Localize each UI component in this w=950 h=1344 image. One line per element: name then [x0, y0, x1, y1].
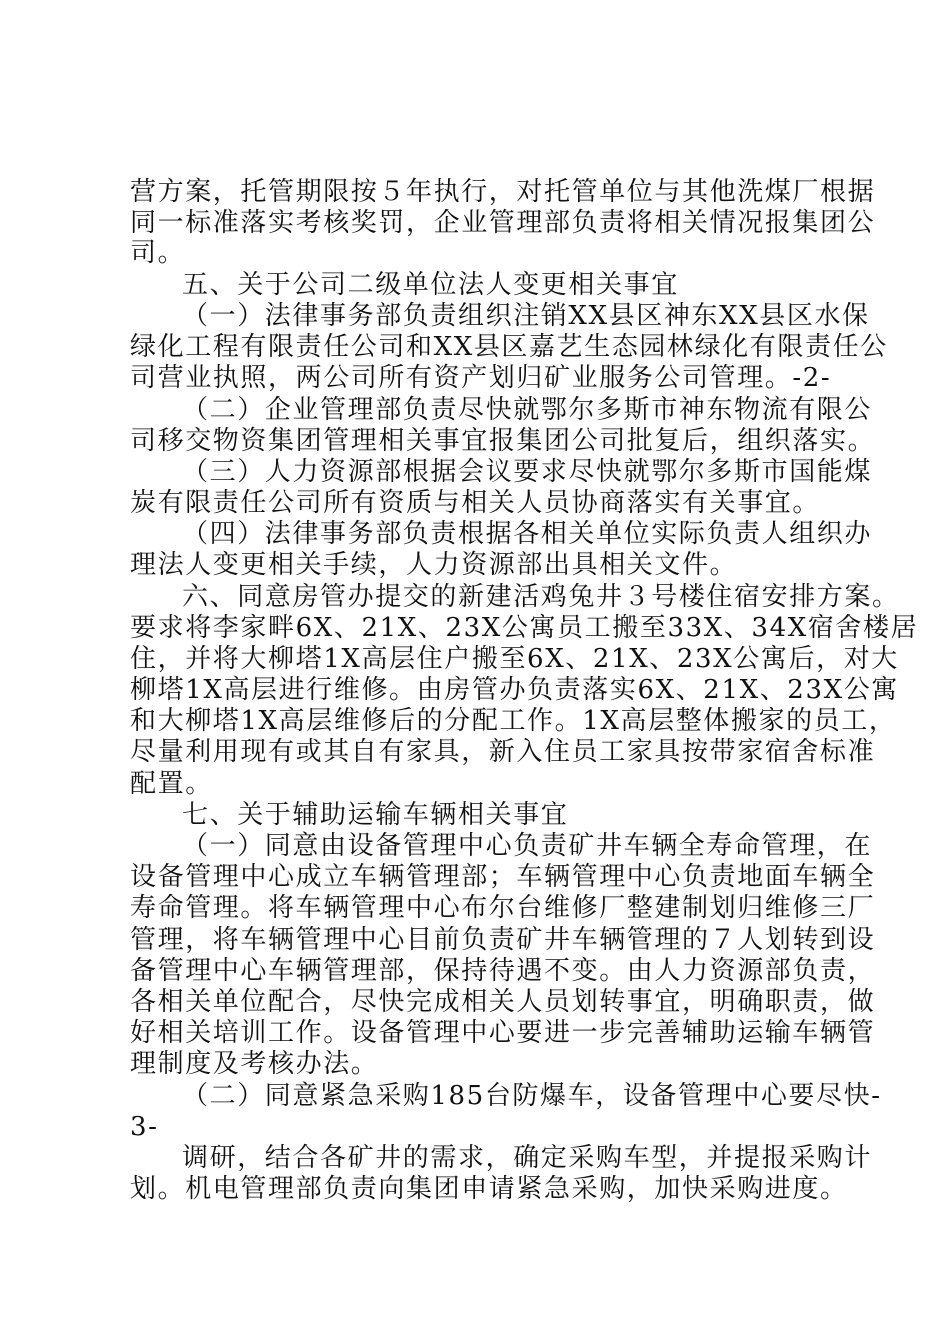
text-line: 配置。: [130, 769, 213, 799]
text-line: 尽量利用现有或其自有家具，新入住员工家具按带家宿舍标准: [130, 737, 876, 767]
text-line: 理制度及考核办法。: [130, 1049, 379, 1079]
section-heading: 七、关于辅助运输车辆相关事宜: [182, 800, 569, 830]
text-line: 理法人变更相关手续，人力资源部出具相关文件。: [130, 550, 738, 580]
text-line: 划。机电管理部负责向集团申请紧急采购，加快采购进度。: [130, 1174, 848, 1204]
text-line: 备管理中心车辆管理部，保持待遇不变。由人力资源部负责，: [130, 956, 876, 986]
text-line: 司移交物资集团管理相关事宜报集团公司批复后，组织落实。: [130, 426, 876, 456]
text-line: 炭有限责任公司所有资质与相关人员协商落实有关事宜。: [130, 488, 821, 518]
text-line: 管理，将车辆管理中心目前负责矿井车辆管理的７人划转到设: [130, 925, 876, 955]
text-line: （一）同意由设备管理中心负责矿井车辆全寿命管理，在: [182, 831, 873, 861]
text-line: 和大柳塔1X高层维修后的分配工作。1X高层整体搬家的员工，: [130, 706, 897, 736]
text-line: （三）人力资源部根据会议要求尽快就鄂尔多斯市国能煤: [182, 457, 873, 487]
text-line: 柳塔1X高层进行维修。由房管办负责落实6X、21X、23X公寓: [130, 675, 899, 705]
text-line: 司营业执照，两公司所有资产划归矿业服务公司管理。-2-: [130, 363, 832, 393]
text-line: 营方案，托管期限按５年执行，对托管单位与其他洗煤厂根据: [130, 177, 876, 207]
section-heading: 六、同意房管办提交的新建活鸡兔井３号楼住宿安排方案。: [182, 582, 900, 612]
text-line: （一）法律事务部负责组织注销XX县区神东XX县区水保: [182, 301, 870, 331]
text-line: 设备管理中心成立车辆管理部；车辆管理中心负责地面车辆全: [130, 862, 876, 892]
text-line: 司。: [130, 238, 186, 268]
text-line: 要求将李家畔6X、21X、23X公寓员工搬至33X、34X宿舍楼居: [130, 613, 919, 643]
text-line: 调研，结合各矿井的需求，确定采购车型，并提报采购计: [182, 1143, 873, 1173]
text-line: （四）法律事务部负责根据各相关单位实际负责人组织办: [182, 519, 873, 549]
text-line: （二）企业管理部负责尽快就鄂尔多斯市神东物流有限公: [182, 395, 873, 425]
text-line: 好相关培训工作。设备管理中心要进一步完善辅助运输车辆管: [130, 1018, 876, 1048]
section-heading: 五、关于公司二级单位法人变更相关事宜: [182, 270, 679, 300]
page-number: 3-: [130, 1112, 159, 1142]
text-line: 同一标准落实考核奖罚，企业管理部负责将相关情况报集团公: [130, 208, 876, 238]
text-line: 绿化工程有限责任公司和XX县区嘉艺生态园林绿化有限责任公: [130, 332, 888, 362]
text-line: 各相关单位配合，尽快完成相关人员划转事宜，明确职责，做: [130, 987, 876, 1017]
text-line: 住，并将大柳塔1X高层住户搬至6X、21X、23X公寓后，对大: [130, 644, 899, 674]
text-line: （二）同意紧急采购185台防爆车，设备管理中心要尽快-: [182, 1081, 882, 1111]
text-line: 寿命管理。将车辆管理中心布尔台维修厂整建制划归维修三厂: [130, 893, 876, 923]
